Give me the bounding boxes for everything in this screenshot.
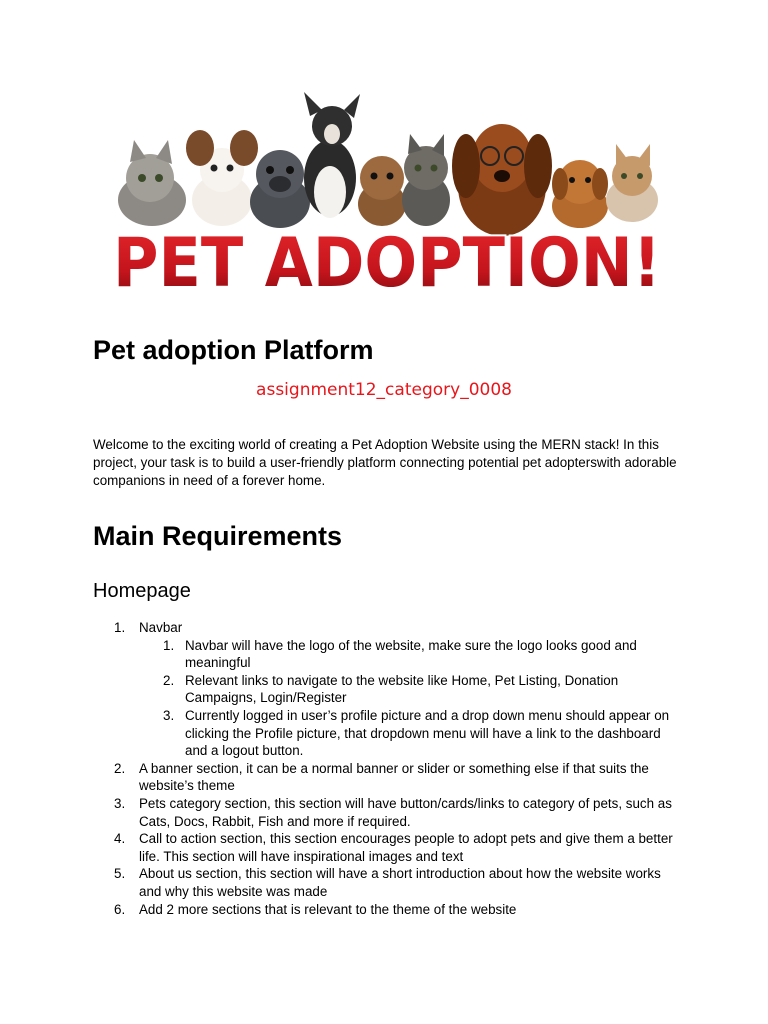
sub-list-item-text: Currently logged in user’s profile picture and a drop down menu should appear on clicking the Profile picture, that dropdown menu will have a link to the dashboard and a logout button. (185, 707, 670, 759)
sub-list-item-text: Relevant links to navigate to the website like Home, Pet Listing, Donation Campaigns, Login/Register (185, 672, 619, 706)
list-item-number: 4. (114, 831, 126, 847)
list-item (114, 619, 679, 760)
list-item-number: 1. (114, 620, 126, 635)
kitten-gray-icon (118, 140, 186, 226)
black-pug-icon (250, 150, 310, 228)
list-item (114, 795, 679, 830)
list-item (114, 901, 679, 919)
orange-kitten-icon (606, 144, 658, 222)
page-title: Pet adoption Platform (93, 335, 374, 365)
sub-list-item-number: 1. (163, 637, 175, 653)
list-item (114, 830, 679, 865)
list-item-number: 2. (114, 760, 126, 776)
list-item-text: About us section, this section will have a short introduction about how the website works and why this website was made (139, 866, 661, 899)
list-item-number: 5. (114, 866, 126, 882)
sub-list-item-text: Navbar will have the logo of the website, make sure the logo looks good and meaningful (185, 637, 637, 671)
beagle-puppy-icon (552, 160, 608, 228)
list-item-text: A banner section, it can be a normal banner or slider or something else if that suits the website’s theme (139, 760, 649, 794)
main-requirements-heading: Main Requirements (93, 521, 343, 551)
navbar-sub-list (139, 637, 679, 760)
list-item-text: Call to action section, this section encourages people to adopt pets and give them a better life. This section will have inspirational images and text (139, 831, 673, 864)
list-item (114, 865, 679, 900)
list-item-text: Navbar (139, 620, 183, 635)
sub-list-item (163, 637, 679, 672)
requirements-list (114, 619, 679, 918)
sub-list-item-number: 3. (163, 707, 175, 723)
terrier-puppy-icon (358, 156, 406, 226)
dachshund-with-glasses-icon (452, 124, 552, 236)
sub-list-item (163, 707, 679, 760)
list-item (114, 760, 679, 795)
sub-list-item (163, 672, 679, 707)
assignment-code: assignment12_category_0008 (256, 380, 512, 400)
chihuahua-icon (304, 92, 360, 218)
list-item-text: Add 2 more sections that is relevant to the theme of the website (139, 901, 517, 917)
list-item-text: Pets category section, this section will have button/cards/links to category of pets, such as Cats, Docs, Rabbit, Fish and more if required. (139, 795, 672, 829)
list-item-number: 6. (114, 901, 126, 917)
intro-paragraph: Welcome to the exciting world of creating a Pet Adoption Website using the MERN stack! In this project, your task is to build a user-friendly platform connecting potential pet adopterswith adorable companions in need of a forever home. (93, 437, 677, 488)
logo-text: PET ADOPTION! (113, 224, 661, 300)
pet-adoption-banner-image (104, 88, 670, 300)
papillon-dog-icon (186, 130, 258, 226)
tabby-kitten-icon (402, 134, 450, 226)
list-item-number: 3. (114, 795, 126, 811)
sub-list-item-number: 2. (163, 672, 175, 688)
homepage-heading: Homepage (93, 580, 191, 602)
